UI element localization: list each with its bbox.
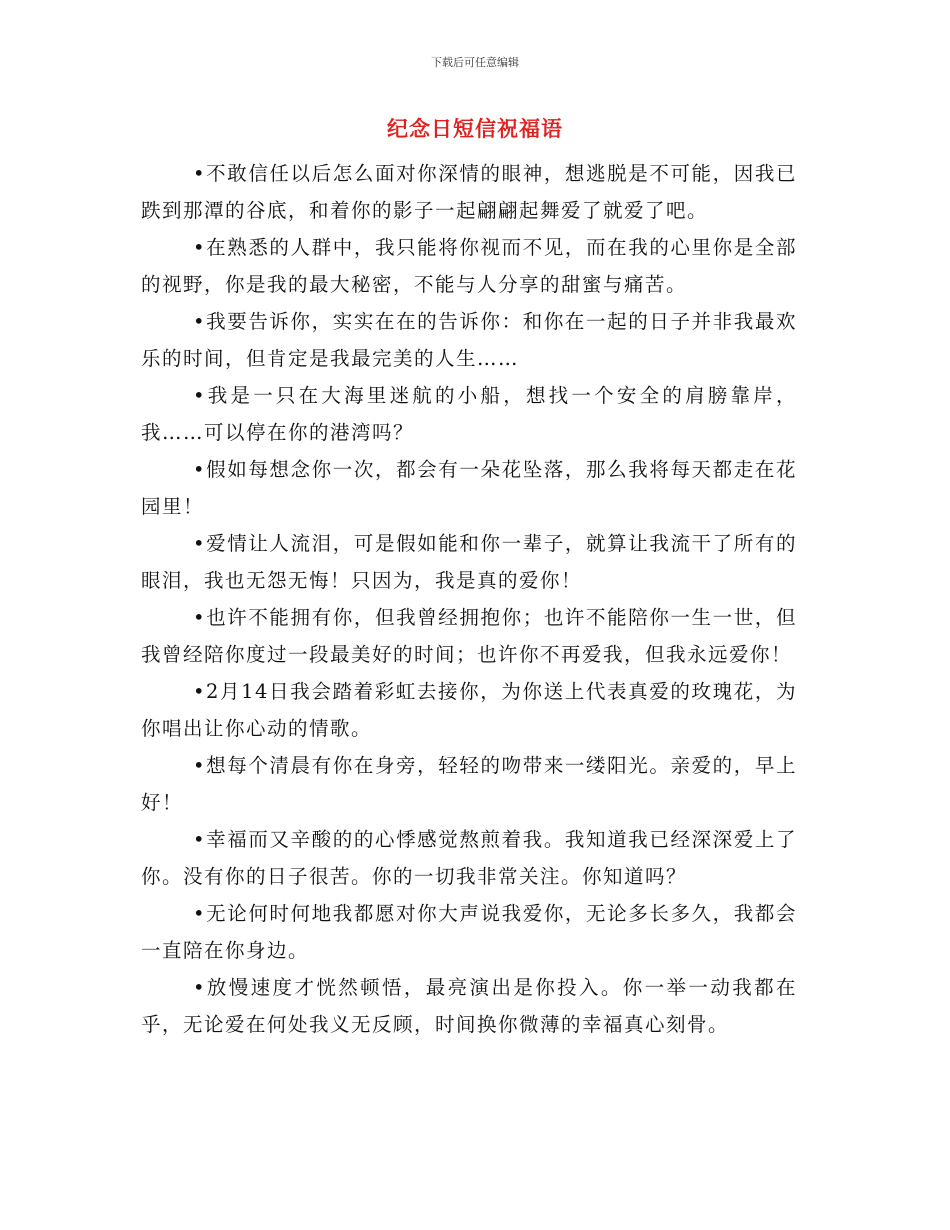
paragraph: •我是一只在大海里迷航的小船，想找一个安全的肩膀靠岸，我……可以停在你的港湾吗？: [141, 384, 797, 444]
document-title: 纪念日短信祝福语: [387, 117, 563, 141]
paragraph: •无论何时何地我都愿对你大声说我爱你，无论多长多久，我都会一直陪在你身边。: [141, 902, 797, 962]
paragraph: •幸福而又辛酸的的心悸感觉熬煎着我。我知道我已经深深爱上了你。没有你的日子很苦。你的一切我非常关注。你知道吗？: [141, 828, 797, 888]
paragraph: •放慢速度才恍然顿悟，最亮演出是你投入。你一举一动我都在乎，无论爱在何处我义无反顾，时间换你微薄的幸福真心刻骨。: [141, 976, 797, 1036]
paragraph: •2月14日我会踏着彩虹去接你，为你送上代表真爱的玫瑰花，为你唱出让你心动的情歌。: [141, 680, 797, 740]
paragraph: •在熟悉的人群中，我只能将你视而不见，而在我的心里你是全部的视野，你是我的最大秘密，不能与人分享的甜蜜与痛苦。: [141, 236, 797, 296]
paragraph: •也许不能拥有你，但我曾经拥抱你；也许不能陪你一生一世，但我曾经陪你度过一段最美好的时间；也许你不再爱我，但我永远爱你！: [141, 606, 797, 666]
document-body: [141, 155, 797, 1043]
paragraph: •假如每想念你一次，都会有一朵花坠落，那么我将每天都走在花园里！: [141, 458, 797, 518]
paragraph: •爱情让人流泪，可是假如能和你一辈子，就算让我流干了所有的眼泪，我也无怨无悔！只因为，我是真的爱你！: [141, 532, 797, 592]
paragraph: •不敢信任以后怎么面对你深情的眼神，想逃脱是不可能，因我已跌到那潭的谷底，和着你的影子一起翩翩起舞爱了就爱了吧。: [141, 162, 797, 222]
header-note: 下载后可任意编辑: [431, 56, 519, 69]
paragraph: •想每个清晨有你在身旁，轻轻的吻带来一缕阳光。亲爱的，早上好！: [141, 754, 797, 814]
paragraph: •我要告诉你，实实在在的告诉你：和你在一起的日子并非我最欢乐的时间，但肯定是我最完美的人生……: [141, 310, 797, 370]
